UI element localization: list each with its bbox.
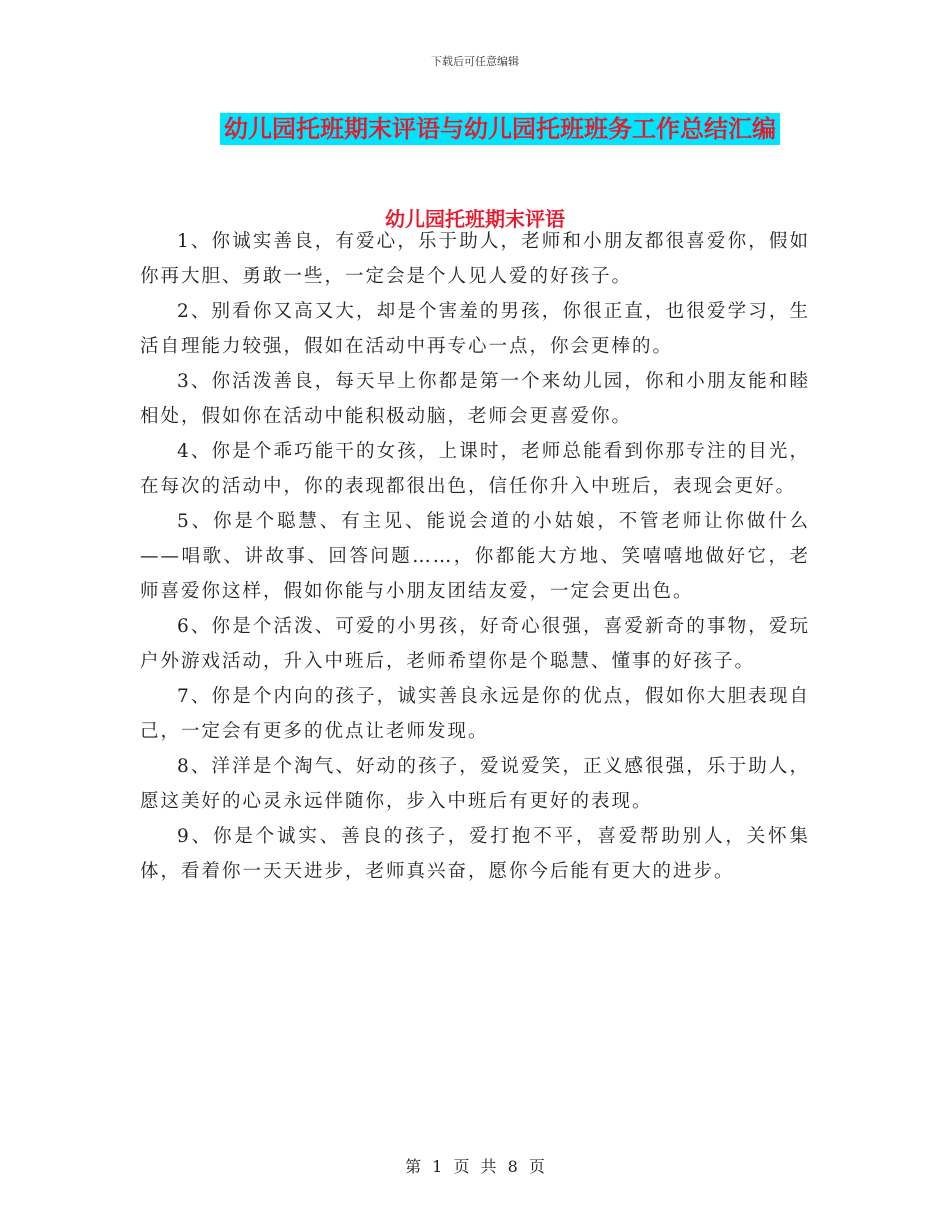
page-number-footer: 第 1 页 共 8 页 bbox=[405, 1157, 545, 1176]
document-body bbox=[140, 224, 810, 889]
paragraph-9: 9、你是个诚实、善良的孩子，爱打抱不平，喜爱帮助别人，关怀集体，看着你一天天进步，老师真兴奋，愿你今后能有更大的进步。 bbox=[140, 826, 810, 882]
paragraph-6: 6、你是个活泼、可爱的小男孩，好奇心很强，喜爱新奇的事物，爱玩户外游戏活动，升入中班后，老师希望你是个聪慧、懂事的好孩子。 bbox=[140, 616, 810, 672]
document-title: 幼儿园托班期末评语与幼儿园托班班务工作总结汇编 bbox=[220, 113, 780, 145]
paragraph-7: 7、你是个内向的孩子，诚实善良永远是你的优点，假如你大胆表现自己，一定会有更多的优点让老师发现。 bbox=[140, 686, 810, 742]
paragraph-8: 8、洋洋是个淘气、好动的孩子，爱说爱笑，正义感很强，乐于助人，愿这美好的心灵永远伴随你，步入中班后有更好的表现。 bbox=[140, 756, 810, 812]
paragraph-4: 4、你是个乖巧能干的女孩，上课时，老师总能看到你那专注的目光，在每次的活动中，你的表现都很出色，信任你升入中班后，表现会更好。 bbox=[140, 441, 810, 497]
paragraph-3: 3、你活泼善良，每天早上你都是第一个来幼儿园，你和小朋友能和睦相处，假如你在活动中能积极动脑，老师会更喜爱你。 bbox=[140, 371, 810, 427]
paragraph-2: 2、别看你又高又大，却是个害羞的男孩，你很正直，也很爱学习，生活自理能力较强，假如在活动中再专心一点，你会更棒的。 bbox=[140, 301, 810, 357]
paragraph-1: 1、你诚实善良，有爱心，乐于助人，老师和小朋友都很喜爱你，假如你再大胆、勇敢一些，一定会是个人见人爱的好孩子。 bbox=[140, 231, 810, 287]
document-title-container bbox=[0, 113, 950, 145]
section-title: 幼儿园托班期末评语 bbox=[385, 207, 565, 231]
paragraph-5: 5、你是个聪慧、有主见、能说会道的小姑娘，不管老师让你做什么——唱歌、讲故事、回答问题……，你都能大方地、笑嘻嘻地做好它，老师喜爱你这样，假如你能与小朋友团结友爱，一定会更出色。 bbox=[140, 511, 810, 602]
header-note: 下载后可任意编辑 bbox=[431, 55, 519, 68]
